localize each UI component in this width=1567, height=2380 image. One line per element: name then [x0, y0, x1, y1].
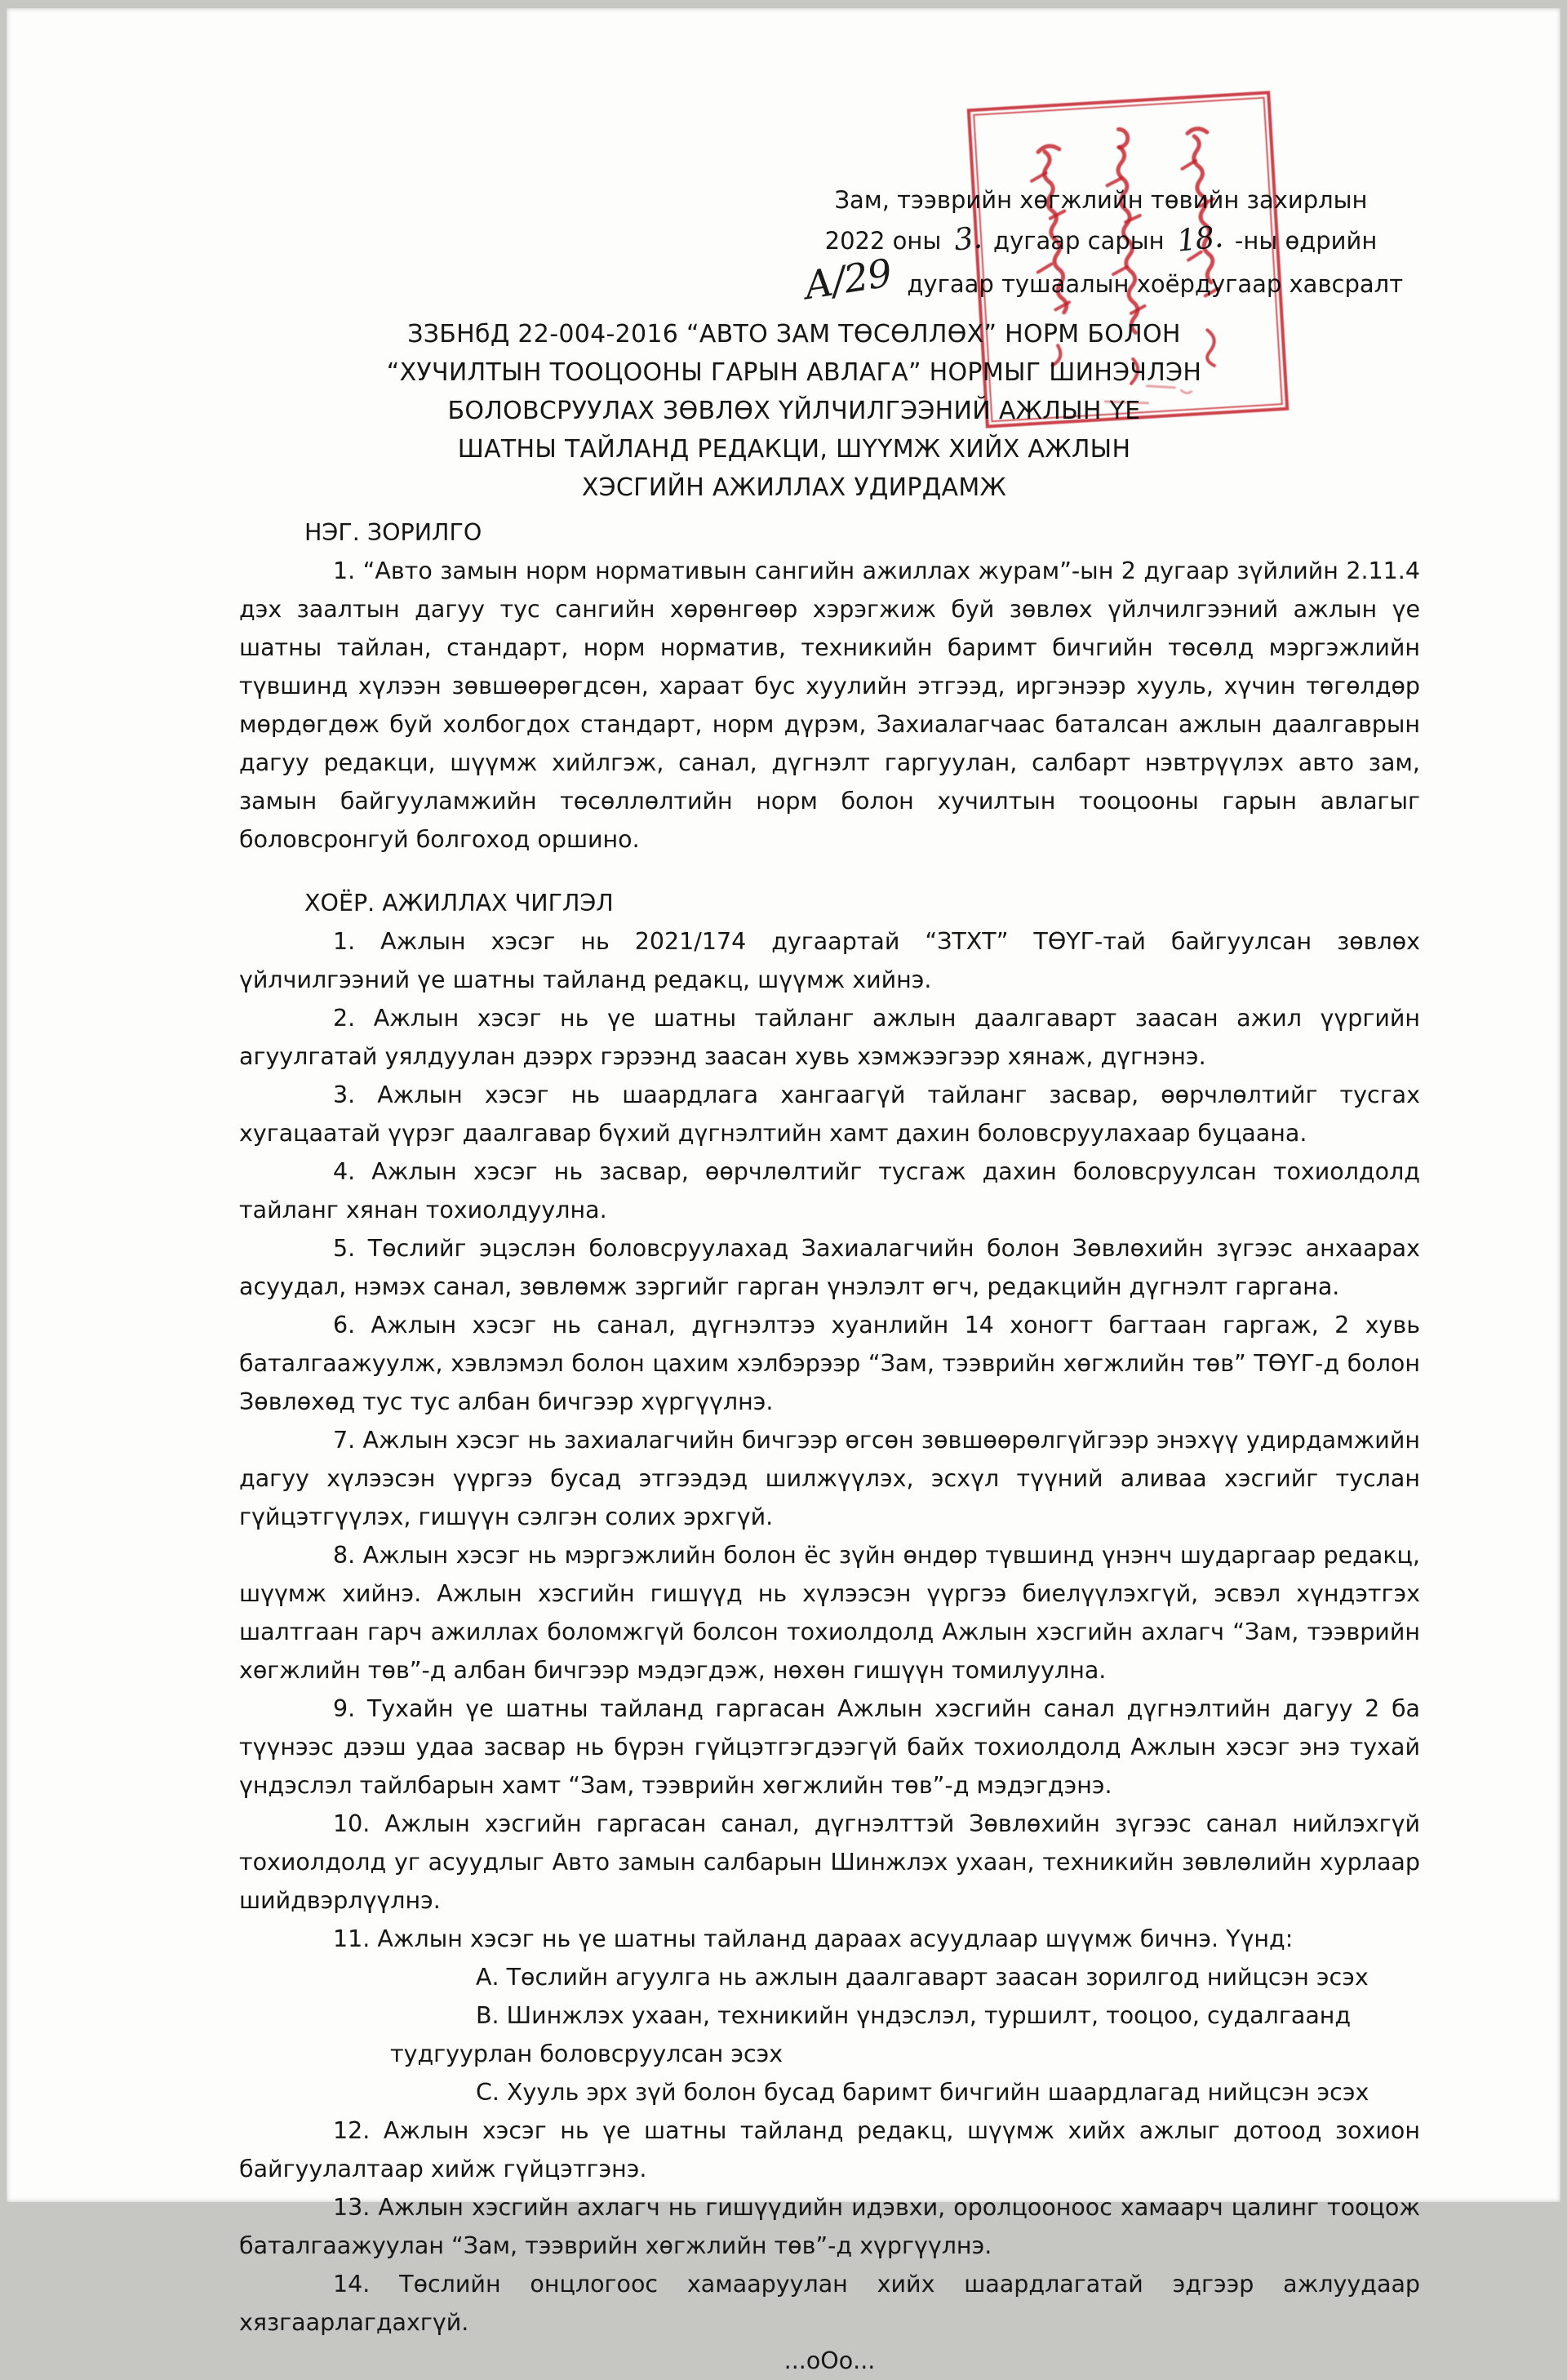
clause-7: 7. Ажлын хэсэг нь захиалагчийн бичгээр өгсөн зөвшөөрөлгүйгээр энэхүү удирдамжийн дагуу хүлээсэн үүргээ бусад этгээдэд шилжүүлэх, эсхүл түүний аливаа хэсгийг туслан гүйцэтгүүлэх, гишүүн сэлгэн солих эрхгүй.	[239, 1427, 1420, 1530]
clause-11: 11. Ажлын хэсэг нь үе шатны тайланд дараах асуудлаар шүүмж бичнэ. Үүнд:	[333, 1925, 1294, 1952]
clause-10: 10. Ажлын хэсгийн гаргасан санал, дүгнэлттэй Зөвлөхийн зүгээс санал нийлэхгүй тохиолдолд уг асуудлыг Авто замын салбарын Шинжлэх ухаан, техникийн зөвлөлийн хурлаар шийдвэрлүүлнэ.	[239, 1810, 1420, 1914]
header-line-1-text: Зам, тээврийн хөгжлийн төвийн захирлын	[834, 186, 1368, 214]
clause-14: 14. Төслийн онцлогоос хамааруулан хийх шаардлагатай эдгээр ажлуудаар хязгаарлагдахгүй.	[239, 2271, 1420, 2336]
clause-1: 1. Ажлын хэсэг нь 2021/174 дугаартай “ЗТХТ” ТӨҮГ-тай байгуулсан зөвлөх үйлчилгээний үе шатны тайланд редакц, шүүмж хийнэ.	[239, 928, 1420, 993]
section-1-clause-1: 1. “Авто замын норм нормативын сангийн ажиллах журам”-ын 2 дугаар зүйлийн 2.11.4 дэх заалтын дагуу тус сангийн хөрөнгөөр хэрэгжиж буй зөвлөх үйлчилгээний ажлын үе шатны тайлан, стандарт, норм норматив, техникийн баримт бичгийн төсөлд мэргэжлийн түвшинд хүлээн зөвшөөрөгдсөн, хараат бус хуулийн этгээд, иргэнээр хууль, хүчин төгөлдөр мөрдөгдөж буй холбогдох стандарт, норм дүрэм, Захиалагчаас баталсан ажлын даалгаврын дагуу редакци, шүүмж хийлгэж, санал, дүгнэлт гаргуулан, салбарт нэвтрүүлэх авто зам, замын байгууламжийн төсөллөлтийн норм болон хучилтын тооцооны гарын авлагыг боловсронгуй болгоход оршино.	[239, 557, 1420, 853]
clause-4: 4. Ажлын хэсэг нь засвар, өөрчлөлтийг тусгаж дахин боловсруулсан тохиолдолд тайланг хянан тохиолдуулна.	[239, 1158, 1420, 1223]
clause-2: 2. Ажлын хэсэг нь үе шатны тайланг ажлын даалгаварт заасан ажил үүргийн агуулгатай уялдуулан дээрх гэрээнд заасан хувь хэмжээгээр хянаж, дүгнэнэ.	[239, 1005, 1420, 1070]
subclause-a: А. Төслийн агуулга нь ажлын даалгаварт заасан зорилгод нийцсэн эсэх	[476, 1964, 1369, 1991]
end-of-document-mark: ...оОо...	[784, 2347, 876, 2374]
title-line-5: ХЭСГИЙН АЖИЛЛАХ УДИРДАМЖ	[581, 473, 1007, 502]
document-title	[239, 315, 1349, 507]
clause-3: 3. Ажлын хэсэг нь шаардлага хангаагүй тайланг засвар, өөрчлөлтийг тусгах хугацаатай үүрэг даалгавар бүхий дүгнэлтийн хамт дахин боловсруулахаар буцаана.	[239, 1081, 1420, 1147]
handwritten-day: 18.	[1174, 219, 1224, 259]
subclause-b: В. Шинжлэх ухаан, техникийн үндэслэл, туршилт, тооцоо, судалгаанд тудгуурлан боловсруулсан эсэх	[390, 2002, 1352, 2067]
title-line-4: ШАТНЫ ТАЙЛАНД РЕДАКЦИ, ШҮҮМЖ ХИЙХ АЖЛЫН	[457, 435, 1131, 464]
section-2-heading: ХОЁР. АЖИЛЛАХ ЧИГЛЭЛ	[304, 890, 614, 917]
clause-6: 6. Ажлын хэсэг нь санал, дүгнэлтээ хуанлийн 14 хоногт багтаан гаргаж, 2 хувь баталгаажуулж, хэвлэмэл болон цахим хэлбэрээр “Зам, тээврийн хөгжлийн төв” ТӨҮГ-д болон Зөвлөхөд тус тус албан бичгээр хүргүүлнэ.	[239, 1312, 1420, 1415]
appendix-header	[779, 181, 1423, 309]
title-line-1: ЗЗБНбД 22-004-2016 “АВТО ЗАМ ТӨСӨЛЛӨХ” НОРМ БОЛОН	[407, 320, 1181, 349]
header-year-text: 2022 оны	[824, 227, 942, 255]
clause-12: 12. Ажлын хэсэг нь үе шатны тайланд редакц, шүүмж хийх ажлыг дотоод зохион байгуулалтаар хийж гүйцэтгэнэ.	[239, 2117, 1420, 2182]
document-page	[7, 8, 1560, 2374]
clause-13: 13. Ажлын хэсгийн ахлагч нь гишүүдийн идэвхи, оролцооноос хамаарч цалинг тооцож баталгаажуулан “Зам, тээврийн хөгжлийн төв”-д хүргүүлнэ.	[239, 2194, 1420, 2259]
subclause-c: С. Хууль эрх зүй болон бусад баримт бичгийн шаардлагад нийцсэн эсэх	[476, 2079, 1369, 2106]
header-line-1	[779, 181, 1423, 220]
section-1-heading: НЭГ. ЗОРИЛГО	[304, 519, 482, 546]
handwritten-month: 3.	[952, 220, 983, 258]
title-line-2: “ХУЧИЛТЫН ТООЦООНЫ ГАРЫН АВЛАГА” НОРМЫГ ШИНЭЧЛЭН	[386, 358, 1202, 387]
handwritten-order-number: А/29	[801, 251, 894, 309]
header-line-3	[779, 251, 1423, 309]
header-month-text: дугаар сарын	[993, 227, 1165, 255]
clause-9: 9. Тухайн үе шатны тайланд гаргасан Ажлын хэсгийн санал дүгнэлтийн дагуу 2 ба түүнээс дээш удаа засвар нь бүрэн гүйцэтгэгдээгүй байх тохиолдолд Ажлын хэсэг энэ тухай үндэслэл тайлбарын хамт “Зам, тээврийн хөгжлийн төв”-д мэдэгдэнэ.	[239, 1695, 1420, 1799]
title-line-3: БОЛОВСРУУЛАХ ЗӨВЛӨХ ҮЙЛЧИЛГЭЭНИЙ АЖЛЫН ҮЕ	[447, 397, 1141, 425]
document-body	[239, 513, 1420, 2380]
clause-8: 8. Ажлын хэсэг нь мэргэжлийн болон ёс зүйн өндөр түвшинд үнэнч шударгаар редакц, шүүмж хийнэ. Ажлын хэсгийн гишүүд нь хүлээсэн үүргээ биелүүлэхгүй, эсвэл хүндэтгэх шалтгаан гарч ажиллах боломжгүй болсон тохиолдолд Ажлын хэсгийн ахлагч “Зам, тээврийн хөгжлийн төв”-д албан бичгээр мэдэгдэж, нөхөн гишүүн томилуулна.	[239, 1542, 1420, 1684]
header-day-text: -ны өдрийн	[1234, 227, 1378, 255]
header-order-text: дугаар тушаалын хоёрдугаар хавсралт	[907, 270, 1404, 298]
clause-5: 5. Төслийг эцэслэн боловсруулахад Захиалагчийн болон Зөвлөхийн зүгээс анхаарах асуудал, нэмэх санал, зөвлөмж зэргийг гарган үнэлэлт өгч, редакцийн дүгнэлт гаргана.	[239, 1235, 1420, 1300]
